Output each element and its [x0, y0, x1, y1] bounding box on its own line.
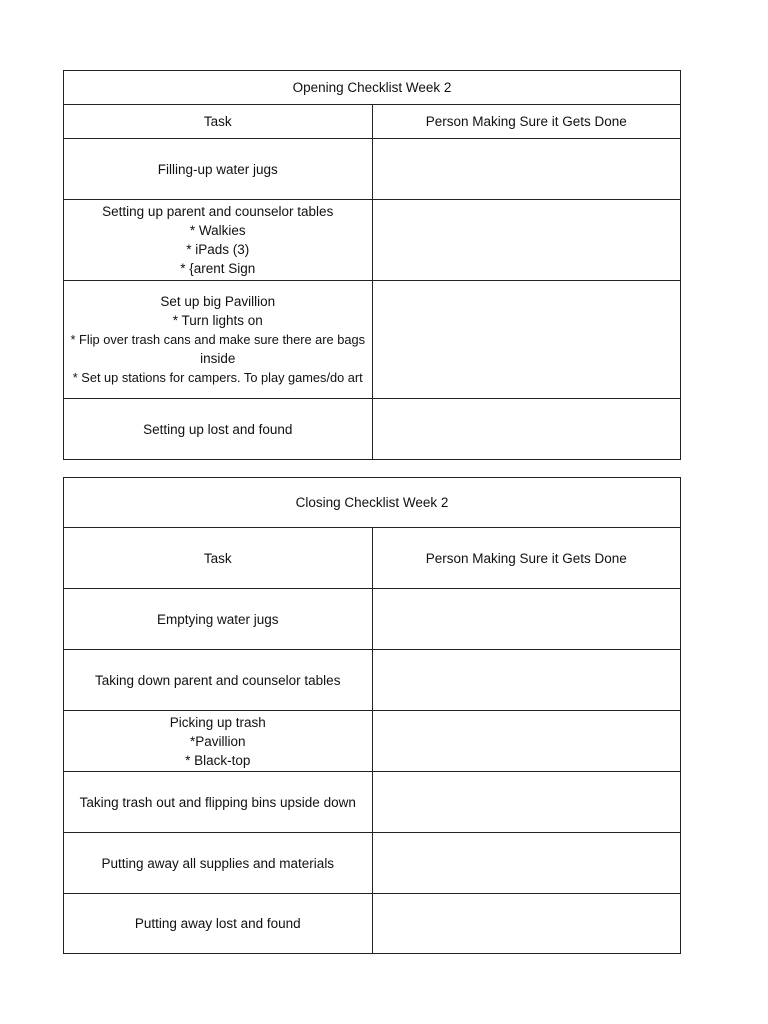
closing-title: Closing Checklist Week 2 [64, 478, 681, 528]
task-line: Emptying water jugs [156, 611, 279, 627]
table-row [64, 399, 681, 460]
task-cell [64, 894, 373, 954]
person-cell[interactable] [372, 711, 681, 772]
table-row [64, 200, 681, 281]
task-cell [64, 139, 373, 200]
table-title-row [64, 71, 681, 105]
task-cell [64, 200, 373, 281]
task-line: Taking trash out and flipping bins upside down [79, 794, 356, 810]
task-line: Setting up lost and found [143, 421, 293, 437]
person-header: Person Making Sure it Gets Done [372, 105, 681, 139]
task-cell [64, 650, 373, 711]
task-cell [64, 281, 373, 399]
table-header-row [64, 528, 681, 589]
task-line: * {arent Sign [180, 261, 256, 276]
task-line: Putting away lost and found [134, 916, 301, 931]
task-cell [64, 772, 373, 833]
opening-title: Opening Checklist Week 2 [64, 71, 681, 105]
task-line: * Flip over trash cans and make sure there are bags [70, 332, 365, 347]
person-cell[interactable] [372, 772, 681, 833]
person-cell[interactable] [372, 589, 681, 650]
table-header-row [64, 105, 681, 139]
opening-checklist-table [63, 70, 681, 460]
task-cell [64, 711, 373, 772]
task-header: Task [64, 105, 373, 139]
table-row [64, 894, 681, 954]
task-cell [64, 589, 373, 650]
table-title-row [64, 478, 681, 528]
person-cell[interactable] [372, 200, 681, 281]
task-line: * Walkies [189, 223, 246, 238]
person-cell[interactable] [372, 833, 681, 894]
table-row [64, 833, 681, 894]
person-cell[interactable] [372, 281, 681, 399]
task-line: * Black-top [185, 752, 251, 768]
person-cell[interactable] [372, 139, 681, 200]
person-cell[interactable] [372, 650, 681, 711]
task-line: Putting away all supplies and materials [101, 855, 335, 871]
task-line: inside [200, 351, 236, 366]
task-line: * iPads (3) [186, 242, 250, 257]
person-cell[interactable] [372, 399, 681, 460]
task-header: Task [64, 528, 373, 589]
task-line: * Turn lights on [172, 313, 263, 328]
task-cell [64, 833, 373, 894]
task-line: * Set up stations for campers. To play games/do art [72, 370, 363, 385]
task-line: Setting up parent and counselor tables [102, 204, 334, 219]
table-row [64, 139, 681, 200]
person-cell[interactable] [372, 894, 681, 954]
task-line: Set up big Pavillion [160, 294, 276, 309]
task-cell [64, 399, 373, 460]
table-row [64, 650, 681, 711]
task-line: *Pavillion [189, 733, 246, 749]
table-row [64, 772, 681, 833]
task-line: Taking down parent and counselor tables [95, 672, 341, 688]
closing-checklist-table [63, 477, 681, 954]
task-line: Filling-up water jugs [157, 161, 278, 177]
task-line: Picking up trash [169, 714, 266, 730]
person-header: Person Making Sure it Gets Done [372, 528, 681, 589]
table-row [64, 711, 681, 772]
table-row [64, 281, 681, 399]
table-row [64, 589, 681, 650]
